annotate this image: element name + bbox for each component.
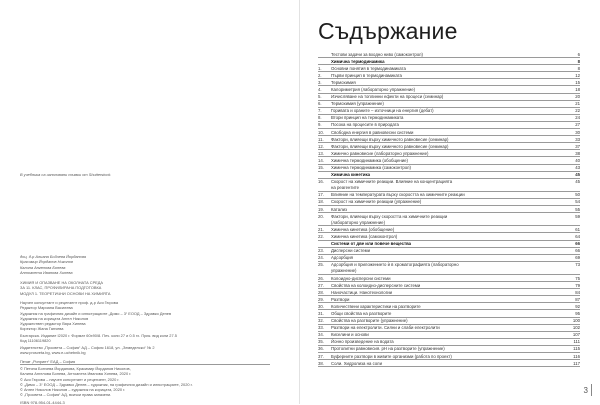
toc-entry-number: 25. bbox=[318, 262, 324, 268]
toc-entry-title: на реагентите bbox=[331, 185, 360, 191]
credits-block bbox=[20, 300, 171, 332]
toc-entry[interactable] bbox=[318, 206, 580, 213]
toc-entry-page: 116 bbox=[573, 353, 580, 359]
toc-entry-page: 21 bbox=[575, 101, 580, 107]
toc-entry-number: 26. bbox=[318, 275, 324, 281]
toc-title: Съдържание bbox=[318, 18, 458, 44]
toc-entry-page: 8 bbox=[577, 58, 580, 64]
toc-entry-page: 102 bbox=[572, 325, 580, 331]
toc-entry-page: 117 bbox=[573, 360, 580, 366]
toc-entry-number: 28. bbox=[318, 289, 324, 295]
toc-entry-title: Адсорбция bbox=[331, 255, 353, 261]
credit-line: Художествен редактор Вяра Хинева bbox=[20, 321, 86, 327]
printer-block: Печат „Ропринт“ ЕАД – София bbox=[20, 359, 76, 364]
credit-line: Художник на корицата Ангел Николов bbox=[20, 315, 89, 321]
toc-entry-page: 84 bbox=[575, 289, 580, 295]
toc-entry-page: 111 bbox=[573, 339, 580, 345]
toc-entry-number: 29. bbox=[318, 296, 324, 302]
toc-entry[interactable] bbox=[318, 289, 580, 296]
toc-entry[interactable] bbox=[318, 346, 580, 353]
toc-entry-number: 8. bbox=[318, 115, 322, 121]
toc-list bbox=[318, 51, 580, 367]
copyright-line: © „Димо – 3“ ЕООД – Здравко Денев – художник, на графичния дизайн и илюстрациите, 2020 г. bbox=[20, 381, 193, 387]
toc-entry-page: 30 bbox=[575, 129, 580, 135]
toc-entry-title: Втори принцип на термодинамиката bbox=[331, 115, 404, 121]
toc-entry-page: 54 bbox=[575, 199, 580, 205]
publisher-block bbox=[20, 345, 154, 356]
toc-entry-title: (лабораторно упражнение) bbox=[331, 219, 386, 225]
toc-entry-number: 17. bbox=[318, 192, 324, 198]
toc-entry-title: Изчисляване на топлинни ефекти на процеси (семинар) bbox=[331, 94, 444, 100]
toc-entry[interactable] bbox=[318, 185, 580, 192]
toc-entry-page: 61 bbox=[575, 226, 580, 232]
toc-entry-title: Тестови задачи за входно ниво (самоконтрол) bbox=[331, 51, 423, 57]
toc-entry-number: 7. bbox=[318, 108, 322, 114]
toc-entry[interactable] bbox=[318, 86, 580, 93]
toc-entry-title: Количествени характеристики на разтворите bbox=[331, 303, 421, 309]
toc-entry-page: 6 bbox=[577, 51, 580, 57]
toc-entry-title: Йонно произведение на водата bbox=[331, 339, 394, 345]
toc-entry-title: Соли. Хидролиза на соли bbox=[331, 360, 382, 366]
toc-entry[interactable] bbox=[318, 143, 580, 150]
toc-entry-page: 73 bbox=[575, 262, 580, 268]
toc-entry-title: Горивата и храните – източници на енергия (дебат) bbox=[331, 108, 434, 114]
toc-entry-number: 32. bbox=[318, 318, 324, 324]
toc-entry-page: 59 bbox=[575, 213, 580, 219]
toc-entry-number: 15. bbox=[318, 165, 324, 170]
toc-entry-page: 20 bbox=[575, 94, 580, 100]
copyright-line: © Ангел Николов Николов – художник на корицата, 2020 г. bbox=[20, 387, 126, 393]
toc-entry-number: 9. bbox=[318, 122, 322, 128]
toc-entry[interactable] bbox=[318, 136, 580, 143]
toc-entry-title: Термохимия (упражнение) bbox=[331, 101, 384, 107]
toc-entry-number: 35. bbox=[318, 339, 324, 345]
toc-entry[interactable] bbox=[318, 157, 580, 164]
toc-entry-title: Химична термодинамика bbox=[331, 58, 385, 64]
photo-credit-note: В учебника са използвани снимки от Shutterstock. bbox=[20, 172, 112, 177]
toc-entry-number: 2. bbox=[318, 72, 322, 78]
toc-entry-title: Термохимия bbox=[331, 79, 356, 85]
toc-entry-title: Колоидно-дисперсни системи bbox=[331, 275, 391, 281]
toc-entry-title: Свойства на разтворите (упражнение) bbox=[331, 318, 408, 324]
toc-entry-number: 13. bbox=[318, 150, 324, 156]
copyright-line: © Ася Гюрова – научен консултант и рецензент, 2020 г. bbox=[20, 376, 120, 382]
toc-entry-number: 20. bbox=[318, 213, 324, 219]
toc-entry-title: Първи принцип в термодинамиката bbox=[331, 72, 402, 78]
toc-entry-page: 66 bbox=[575, 241, 580, 247]
toc-entry[interactable] bbox=[318, 101, 580, 108]
toc-section-heading[interactable] bbox=[318, 241, 580, 248]
toc-entry-title: упражнение) bbox=[331, 268, 357, 274]
authors-block bbox=[20, 254, 86, 275]
author: доц. д-р Алиана Бойчева Йорданова bbox=[20, 254, 86, 259]
print-info-line: Българска. Издание I2020 г. Формат 60х90/8. Печ. коли 27 и 0.5 гх. Прик. вид коли 27.5 bbox=[20, 333, 177, 338]
toc-entry-page: 45 bbox=[575, 172, 580, 178]
toc-entry[interactable] bbox=[318, 268, 580, 275]
toc-entry-page: 55 bbox=[575, 206, 580, 212]
copyright-block bbox=[20, 366, 193, 405]
toc-entry-number: 30. bbox=[318, 303, 324, 309]
toc-entry[interactable] bbox=[318, 94, 580, 101]
toc-entry-number: 22. bbox=[318, 233, 324, 239]
credit-line: Художник на графичния дизайн и илюстрациите „Димо – 3“ ЕООД – Здравко Денев bbox=[20, 310, 172, 316]
copyright-line: © „Просвета – София“ АД, всички права запазени. bbox=[20, 392, 112, 398]
toc-entry-page: 38 bbox=[575, 150, 580, 156]
toc-entry-title: Химична термодинамика (обобщение) bbox=[331, 157, 408, 163]
toc-entry-title: Катализ bbox=[331, 206, 347, 212]
toc-entry-title: Фактори, влияещи върху химичното равновесие (семинар) bbox=[331, 136, 449, 142]
toc-entry-number: 21. bbox=[318, 226, 324, 232]
toc-entry-title: Посока на процесите в природата bbox=[331, 122, 399, 128]
toc-entry-title: Фактори, влияещи върху скоростта на химичните реакции bbox=[331, 213, 448, 219]
toc-entry-title: Химично равновесие (лабораторно упражнение) bbox=[331, 150, 429, 156]
toc-entry-page: 8 bbox=[577, 65, 580, 71]
toc-entry[interactable] bbox=[318, 129, 580, 136]
toc-entry-page: 79 bbox=[575, 282, 580, 288]
toc-section-heading[interactable] bbox=[318, 172, 580, 179]
toc-entry-title: Общи свойства на разтворите bbox=[331, 310, 392, 316]
book-title-block bbox=[20, 280, 111, 296]
toc-entry[interactable] bbox=[318, 150, 580, 157]
toc-entry-number: 11. bbox=[318, 136, 324, 142]
book-title-line: МОДУЛ 1. ТЕОРЕТИЧНИ ОСНОВИ НА ХИМИЯТА bbox=[20, 290, 111, 296]
toc-entry-title: Адсорбция и приложението ѝ в хроматографията (лабораторно bbox=[331, 262, 459, 268]
toc-entry[interactable] bbox=[318, 282, 580, 289]
toc-entry[interactable] bbox=[318, 108, 580, 115]
copyright-line: Калина Ангелова Бонева, Антоанета Иванова Хинева, 2020 г. bbox=[20, 371, 132, 377]
toc-entry[interactable] bbox=[318, 233, 580, 240]
toc-entry-number: 27. bbox=[318, 282, 324, 288]
toc-entry[interactable] bbox=[318, 122, 580, 129]
toc-entry-page: 64 bbox=[575, 233, 580, 239]
toc-entry-number: 19. bbox=[318, 206, 324, 212]
credit-line: Коректор Жана Ганчева bbox=[20, 326, 64, 332]
page-number: 3 bbox=[583, 386, 588, 395]
toc-entry[interactable] bbox=[318, 275, 580, 282]
toc-entry[interactable] bbox=[318, 339, 580, 346]
copyright-line: © Петяна Бончева Йорданова, Красимир Йорданов Николов, bbox=[20, 366, 131, 371]
toc-entry-number: 5. bbox=[318, 94, 322, 100]
toc-entry-title: Химична термодинамика (самоконтрол) bbox=[331, 165, 411, 170]
toc-entry-title: Разтвори на електролити. Силни и слаби електролити bbox=[331, 325, 440, 331]
toc-entry-title: Влияние на температурата върху скоростта на химичните реакции bbox=[331, 192, 465, 198]
toc-entry-title: Разтвори bbox=[331, 296, 350, 302]
toc-entry[interactable] bbox=[318, 318, 580, 325]
toc-entry-number: 18. bbox=[318, 199, 324, 205]
credit-line: Научен консултант и рецензент проф. д-р Ася Гюрова bbox=[20, 300, 118, 305]
toc-entry-page: 66 bbox=[575, 248, 580, 254]
toc-entry[interactable] bbox=[318, 353, 580, 360]
toc-entry-number: 3. bbox=[318, 79, 322, 85]
toc-entry-title: Скорост на химичните реакции (упражнение) bbox=[331, 199, 422, 205]
toc-entry-number: 14. bbox=[318, 157, 324, 163]
imprint-page bbox=[20, 0, 285, 404]
toc-entry-page: 115 bbox=[573, 346, 580, 352]
imprint-divider bbox=[20, 364, 270, 365]
toc-entry[interactable] bbox=[318, 199, 580, 206]
toc-entry-number: 36. bbox=[318, 346, 324, 352]
toc-entry-number: 38. bbox=[318, 360, 324, 366]
print-info-line: Код 11106119820 bbox=[20, 338, 51, 344]
toc-entry[interactable] bbox=[318, 332, 580, 339]
toc-entry-number: 34. bbox=[318, 332, 324, 338]
book-title-line: ЗА 11. КЛАС, ПРОФИЛИРАНА ПОДГОТОВКА bbox=[20, 285, 102, 291]
author: Калина Ангелова Бонева bbox=[20, 264, 66, 270]
toc-entry-page: 69 bbox=[575, 255, 580, 261]
toc-entry-title: Системи от две или повече вещества bbox=[331, 241, 412, 247]
publisher-line: Издателство „Просвета – София“ АД – София 1618, ул. „Земеделско“ № 2 bbox=[20, 345, 155, 350]
toc-entry-number: 24. bbox=[318, 255, 324, 261]
toc-entry-page: 50 bbox=[575, 192, 580, 198]
credit-line: Редактор Мариана Василева bbox=[20, 305, 73, 311]
toc-entry[interactable] bbox=[318, 79, 580, 86]
toc-page bbox=[318, 0, 580, 404]
toc-entry-page: 15 bbox=[575, 79, 580, 85]
toc-entry-number: 10. bbox=[318, 129, 324, 135]
toc-entry[interactable] bbox=[318, 296, 580, 303]
toc-entry-page: 45 bbox=[575, 179, 580, 185]
toc-entry-title: Химична кинетика (самоконтрол) bbox=[331, 233, 398, 239]
toc-entry-title: Киселини и основи bbox=[331, 332, 369, 338]
print-info-block bbox=[20, 333, 177, 344]
toc-entry-number: 16. bbox=[318, 179, 324, 185]
toc-entry-title: Свободна енергия в равновесни системи bbox=[331, 129, 414, 135]
toc-entry-page: 107 bbox=[572, 332, 580, 338]
toc-entry[interactable] bbox=[318, 219, 580, 226]
toc-entry-number: 6. bbox=[318, 101, 322, 107]
toc-entry[interactable] bbox=[318, 51, 580, 58]
toc-entry-page: 37 bbox=[575, 143, 580, 149]
toc-entry-page: 33 bbox=[575, 136, 580, 142]
toc-entry-title: Скорост на химичните реакции. Влияние на концентрацията bbox=[331, 179, 453, 185]
toc-entry-title: Наночастици. Нанотехнологии bbox=[331, 289, 393, 295]
author: Антоанета Иванова Хинева bbox=[20, 269, 73, 275]
toc-entry[interactable] bbox=[318, 360, 580, 367]
toc-entry[interactable] bbox=[318, 248, 580, 255]
page-number-mark bbox=[591, 384, 592, 396]
toc-entry-page: 92 bbox=[575, 303, 580, 309]
toc-entry-page: 95 bbox=[575, 310, 580, 316]
toc-entry-number: 31. bbox=[318, 310, 324, 316]
toc-entry-number: 37. bbox=[318, 353, 324, 359]
toc-entry-title: Химична кинетика (обобщение) bbox=[331, 226, 395, 232]
toc-entry-page: 100 bbox=[572, 318, 580, 324]
toc-entry-page: 27 bbox=[575, 122, 580, 128]
toc-entry[interactable] bbox=[318, 226, 580, 233]
toc-entry-number: 23. bbox=[318, 248, 324, 254]
toc-entry-title: Химична кинетика bbox=[331, 172, 371, 178]
isbn: ISBN 978-954-01-4444-3 bbox=[20, 399, 65, 405]
toc-entry-page: 22 bbox=[575, 108, 580, 114]
toc-entry-title: Буферните разтвори в живите организми (работа по проект) bbox=[331, 353, 452, 359]
toc-entry-title: Протолитни равновесия. pH на разтворите (упражнение) bbox=[331, 346, 445, 352]
book-title-line: ХИМИЯ И ОПАЗВАНЕ НА ОКОЛНАТА СРЕДА bbox=[20, 280, 103, 285]
toc-entry-page: 12 bbox=[575, 72, 580, 78]
toc-entry-page: 43 bbox=[575, 165, 580, 170]
toc-entry[interactable] bbox=[318, 303, 580, 310]
toc-entry-page: 87 bbox=[575, 296, 580, 302]
page-fold bbox=[299, 0, 300, 404]
toc-entry[interactable] bbox=[318, 115, 580, 122]
toc-entry-title: Основни понятия в термодинамиката bbox=[331, 65, 406, 71]
toc-entry[interactable] bbox=[318, 72, 580, 79]
toc-entry-number: 33. bbox=[318, 325, 324, 331]
toc-entry-page: 40 bbox=[575, 157, 580, 163]
toc-entry-title: Свойства на колоидно-дисперсните системи bbox=[331, 282, 421, 288]
toc-entry[interactable] bbox=[318, 192, 580, 199]
toc-entry-number: 1. bbox=[318, 65, 322, 71]
toc-entry-page: 75 bbox=[575, 275, 580, 281]
toc-entry-page: 18 bbox=[575, 86, 580, 92]
publisher-line: www.prosveta.bg, www.e-uchebnik.bg bbox=[20, 350, 86, 356]
toc-section-heading[interactable] bbox=[318, 58, 580, 65]
toc-entry[interactable] bbox=[318, 165, 580, 172]
toc-entry[interactable] bbox=[318, 325, 580, 332]
toc-entry-number: 12. bbox=[318, 143, 324, 149]
toc-entry[interactable] bbox=[318, 255, 580, 262]
toc-entry-number: 4. bbox=[318, 86, 322, 92]
toc-entry-title: Калориметрия (лабораторно упражнение) bbox=[331, 86, 416, 92]
toc-entry-title: Дисперсни системи bbox=[331, 248, 371, 254]
toc-entry-title: Фактори, влияещи върху химичното равновесие (семинар) bbox=[331, 143, 449, 149]
toc-entry[interactable] bbox=[318, 65, 580, 72]
toc-entry[interactable] bbox=[318, 310, 580, 317]
toc-entry-page: 24 bbox=[575, 115, 580, 121]
author: Красимир Йорданов Николов bbox=[20, 259, 73, 265]
